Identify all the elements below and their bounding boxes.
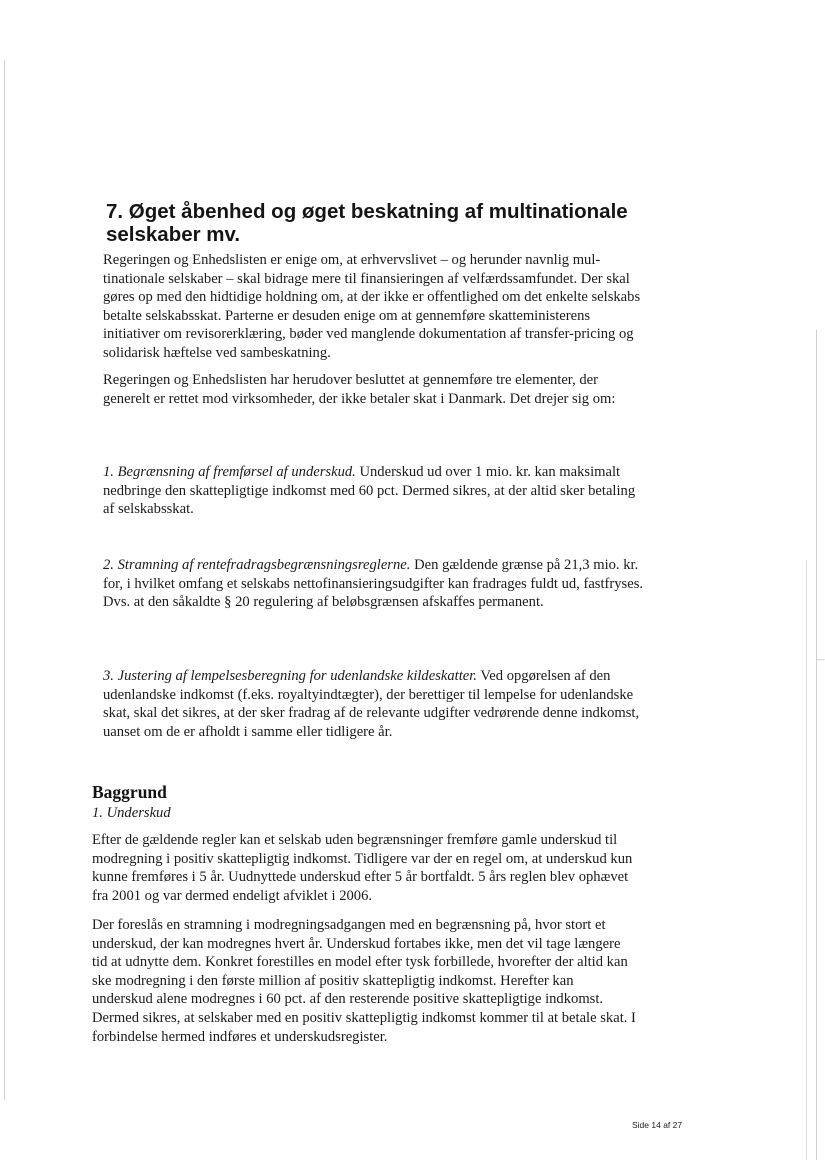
intro-paragraph-2: Regeringen og Enhedslisten har herudover besluttet at gennemføre tre elementer, der generelt er rettet mod virksomheder, der ikke betaler skat i Danmark. Det drejer sig om: [103, 372, 616, 407]
background-paragraph-2: Der foreslås en stramning i modregningsadgangen med en begrænsning på, hvor stort et underskud, der kan modregnes hvert år. Underskud fortabes ikke, men det vil tage længere tid at udnytte dem. Konkret forestilles en model efter tysk forbillede, hvorefter der altid kan ske modregning i den første million af positiv skattepligtig indkomst. Herefter kan underskud alene modregnes i 60 pct. af den resterende positive skattepligtige indkomst. Dermed sikres, at selskaber med en positiv skattepligtig indkomst kommer til at betale skat. I forbindelse hermed indføres et underskudsregister. [92, 917, 636, 1045]
list-item-3-title: 3. Justering af lempelsesberegning for udenlandske kildeskatter. [103, 668, 477, 684]
scan-tick-mark: — [816, 655, 825, 665]
section-heading: 7. Øget åbenhed og øget beskatning af multinationale selskaber mv. [106, 200, 628, 246]
intro-paragraph-1: Regeringen og Enhedslisten er enige om, at erhvervslivet – og herunder navnlig multinationale selskaber – skal bidrage mere til finansieringen af velfærdssamfundet. Der skal gøres op med den hidtidige holdning om, at der ikke er offentlighed om det enkelte selskabs betalte selskabsskat. Parterne er desuden enige om at gennemføre skatteministerens initiativer om revisorerklæring, bøder ved manglende dokumentation af transfer-pricing og solidarisk hæftelse ved sambeskatning. [103, 252, 641, 361]
list-item-1-text: Underskud ud over 1 mio. kr. kan maksimalt nedbringe den skattepligtige indkomst med 60 pct. Dermed sikres, at der altid sker betaling af selskabsskat. [103, 464, 636, 518]
list-item-3-text: Ved opgørelsen af den udenlandske indkomst (f.eks. royaltyindtægter), der berettiger til lempelse for udenlandske skat, skal det sikres, at der sker fradrag af de relevante udgifter vedrørende denne indkomst, uanset om de er afholdt i samme eller tidligere år. [103, 668, 640, 740]
background-paragraph-1: Efter de gældende regler kan et selskab uden begrænsninger fremføre gamle underskud til modregning i positiv skattepligtig indkomst. Tidligere var der en regel om, at underskud kun kunne fremføres i 5 år. Uudnyttede underskud efter 5 år bortfaldt. 5 års reglen blev ophævet fra 2001 og var dermed endeligt afviklet i 2006. [92, 832, 633, 904]
background-subheading: 1. Underskud [92, 805, 171, 821]
list-item-3 [103, 667, 648, 741]
list-item-1 [103, 463, 648, 519]
scan-edge-line-right [816, 330, 817, 1160]
list-item-2-title: 2. Stramning af rentefradragsbegrænsningsreglerne. [103, 557, 411, 573]
list-item-2-text: Den gældende grænse på 21,3 mio. kr. for, i hvilket omfang et selskabs nettofinansieringsudgifter kan fradrages fuldt ud, fastfryses. Dvs. at den såkaldte § 20 regulering af beløbsgrænsen afskaffes permanent. [103, 557, 644, 611]
background-heading: Baggrund [92, 782, 167, 802]
scan-edge-line-left [4, 60, 5, 1100]
page-number: Side 14 af 27 [632, 1120, 683, 1130]
list-item-2 [103, 556, 648, 612]
list-item-1-title: 1. Begrænsning af fremførsel af underskud. [103, 464, 356, 480]
scan-edge-line-right-2 [806, 560, 807, 1160]
